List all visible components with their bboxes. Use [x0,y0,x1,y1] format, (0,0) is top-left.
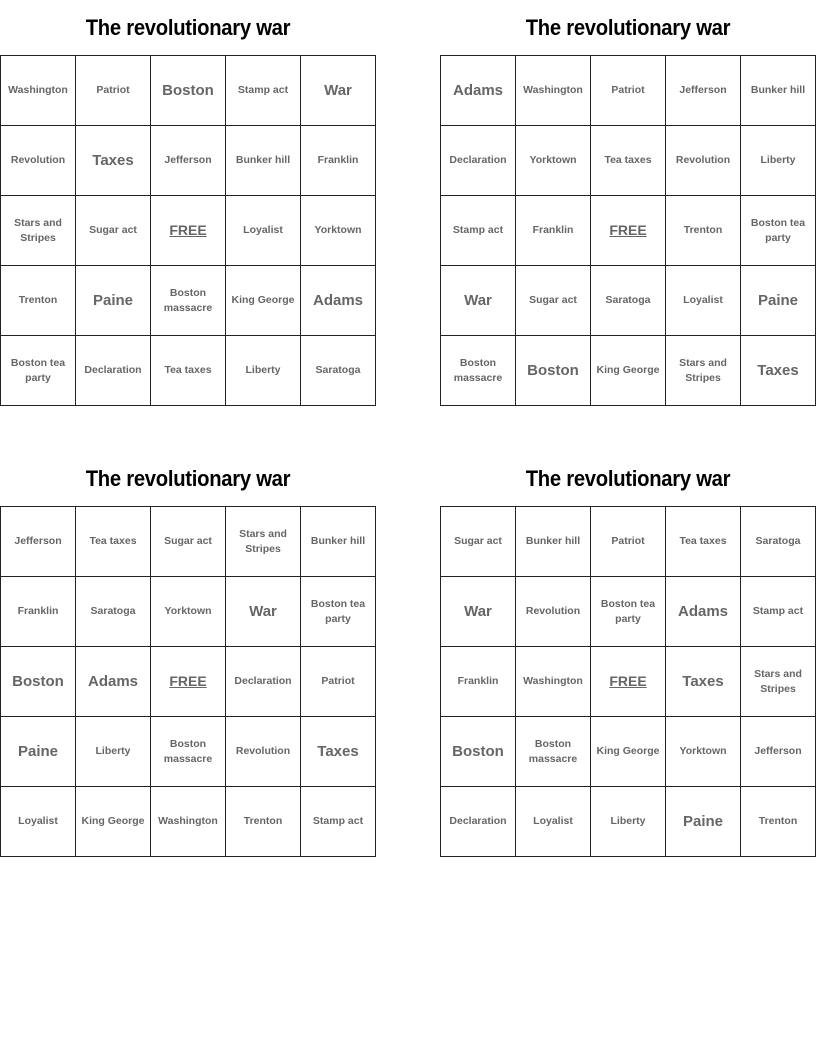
bingo-cell: Franklin [516,196,591,266]
bingo-cell: Taxes [666,647,741,717]
bingo-cell: Stamp act [301,787,376,857]
free-space-cell: FREE [591,647,666,717]
bingo-cell: Yorktown [516,126,591,196]
bingo-cell: Tea taxes [151,336,226,406]
bingo-cell: War [441,577,516,647]
bingo-cell: War [301,56,376,126]
bingo-cell: Jefferson [741,717,816,787]
bingo-cell: Stars and Stripes [226,507,301,577]
bingo-cell: Yorktown [301,196,376,266]
bingo-grid [440,506,816,857]
bingo-cell: Taxes [76,126,151,196]
bingo-cell: Liberty [226,336,301,406]
bingo-cell: Adams [441,56,516,126]
card-title: The revolutionary war [525,466,731,491]
bingo-cell: Stamp act [441,196,516,266]
bingo-cell: Sugar act [516,266,591,336]
bingo-cell: Saratoga [301,336,376,406]
bingo-cell: Franklin [301,126,376,196]
bingo-cell: Washington [516,647,591,717]
bingo-cell: Trenton [1,266,76,336]
bingo-cell: Liberty [591,787,666,857]
bingo-cell: Trenton [226,787,301,857]
bingo-cell: Paine [1,717,76,787]
bingo-cell: War [226,577,301,647]
bingo-cell: Sugar act [441,507,516,577]
bingo-cell: Paine [666,787,741,857]
bingo-cell: Patriot [591,56,666,126]
bingo-cell: Boston massacre [151,717,226,787]
bingo-cell: Saratoga [741,507,816,577]
bingo-cell: Boston tea party [591,577,666,647]
bingo-cell: Jefferson [666,56,741,126]
bingo-cell: Boston tea party [1,336,76,406]
bingo-cell: Boston massacre [151,266,226,336]
bingo-cell: War [441,266,516,336]
bingo-grid [440,55,816,406]
bingo-cell: Stamp act [741,577,816,647]
bingo-cell: Taxes [301,717,376,787]
bingo-cell: Revolution [226,717,301,787]
bingo-cell: Bunker hill [226,126,301,196]
bingo-cell: Patriot [76,56,151,126]
bingo-cell: Revolution [516,577,591,647]
bingo-cell: Loyalist [226,196,301,266]
bingo-cell: Bunker hill [741,56,816,126]
card-title: The revolutionary war [85,15,291,40]
bingo-cell: Loyalist [516,787,591,857]
bingo-card-3 [0,451,376,857]
bingo-cell: Washington [151,787,226,857]
bingo-cell: Boston [151,56,226,126]
bingo-cell: Sugar act [76,196,151,266]
free-space-cell: FREE [151,196,226,266]
bingo-cell: Tea taxes [591,126,666,196]
bingo-cell: Boston tea party [301,577,376,647]
bingo-cell: Declaration [441,126,516,196]
bingo-card-1 [0,0,376,406]
bingo-grid [0,55,376,406]
bingo-cell: Adams [76,647,151,717]
bingo-cell: King George [226,266,301,336]
bingo-cell: Stamp act [226,56,301,126]
bingo-cell: Adams [301,266,376,336]
bingo-cell: Boston massacre [516,717,591,787]
bingo-cell: Declaration [226,647,301,717]
bingo-cell: King George [591,717,666,787]
bingo-cell: Washington [516,56,591,126]
bingo-cell: Declaration [441,787,516,857]
bingo-cell: Revolution [1,126,76,196]
bingo-cell: Bunker hill [516,507,591,577]
bingo-cell: Yorktown [666,717,741,787]
bingo-cell: Declaration [76,336,151,406]
bingo-card-2 [440,0,816,406]
bingo-cell: Trenton [666,196,741,266]
bingo-cell: Bunker hill [301,507,376,577]
free-space-cell: FREE [591,196,666,266]
bingo-cell: Tea taxes [76,507,151,577]
bingo-cell: Boston [516,336,591,406]
bingo-cell: Jefferson [151,126,226,196]
bingo-cell: Paine [741,266,816,336]
bingo-cell: Franklin [441,647,516,717]
bingo-cell: Taxes [741,336,816,406]
bingo-cell: Patriot [591,507,666,577]
bingo-cell: King George [591,336,666,406]
bingo-cell: Sugar act [151,507,226,577]
bingo-cell: Liberty [76,717,151,787]
bingo-cell: Saratoga [76,577,151,647]
bingo-cell: Washington [1,56,76,126]
bingo-cell: Boston tea party [741,196,816,266]
bingo-cell: Trenton [741,787,816,857]
bingo-cell: Stars and Stripes [1,196,76,266]
bingo-cell: Tea taxes [666,507,741,577]
bingo-cell: Boston [1,647,76,717]
bingo-cell: Revolution [666,126,741,196]
bingo-cell: Paine [76,266,151,336]
bingo-cell: Saratoga [591,266,666,336]
bingo-cell: Jefferson [1,507,76,577]
bingo-cell: Liberty [741,126,816,196]
bingo-cell: Adams [666,577,741,647]
bingo-cell: Patriot [301,647,376,717]
bingo-cell: Loyalist [1,787,76,857]
bingo-cell: Boston [441,717,516,787]
bingo-card-4 [440,451,816,857]
card-title: The revolutionary war [525,15,731,40]
card-title: The revolutionary war [85,466,291,491]
bingo-cell: Franklin [1,577,76,647]
bingo-cell: Stars and Stripes [741,647,816,717]
bingo-cell: Boston massacre [441,336,516,406]
free-space-cell: FREE [151,647,226,717]
bingo-cell: King George [76,787,151,857]
bingo-grid [0,506,376,857]
bingo-cell: Yorktown [151,577,226,647]
bingo-cell: Loyalist [666,266,741,336]
bingo-cell: Stars and Stripes [666,336,741,406]
